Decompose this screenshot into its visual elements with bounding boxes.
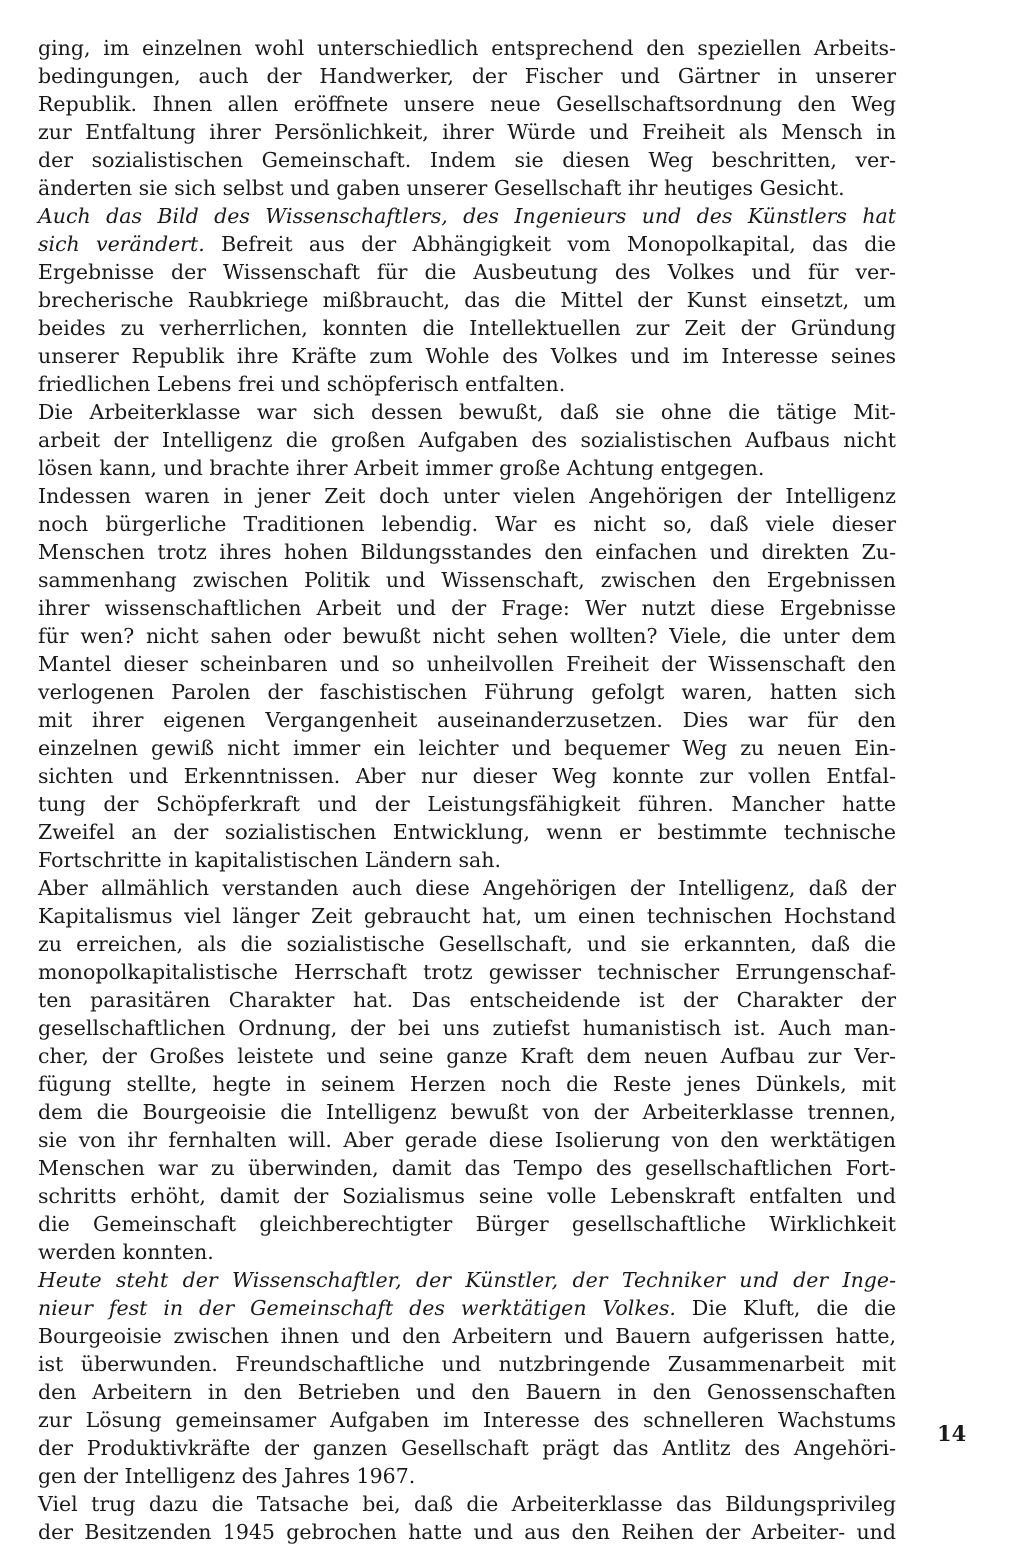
text-line xyxy=(38,1350,896,1378)
text-line xyxy=(38,426,896,454)
text-line xyxy=(38,1238,896,1266)
line-text: zur Lösung gemeinsamer Aufgaben im Interesse des schnelleren Wachstums xyxy=(38,1408,896,1432)
text-line xyxy=(38,146,896,174)
text-line xyxy=(38,1434,896,1462)
line-text: Die Arbeiterklasse war sich dessen bewußt, daß sie ohne die tätige Mit- xyxy=(38,400,896,424)
text-line xyxy=(38,230,896,258)
line-text: friedlichen Lebens frei und schöpferisch entfalten. xyxy=(38,372,566,396)
line-text: Befreit aus der Abhängigkeit vom Monopolkapital, das die xyxy=(204,232,897,256)
line-text: den Arbeitern in den Betrieben und den Bauern in den Genossenschaften xyxy=(38,1380,896,1404)
text-line xyxy=(38,1462,896,1490)
text-line xyxy=(38,1406,896,1434)
line-text: sichten und Erkenntnissen. Aber nur dieser Weg konnte zur vollen Entfal- xyxy=(38,764,896,788)
line-text: noch bürgerliche Traditionen lebendig. War es nicht so, daß viele dieser xyxy=(38,512,896,536)
line-text: Menschen war zu überwinden, damit das Tempo des gesellschaftlichen Fort- xyxy=(38,1156,896,1180)
text-line xyxy=(38,538,896,566)
text-line xyxy=(38,986,896,1014)
text-line xyxy=(38,762,896,790)
line-text: Republik. Ihnen allen eröffnete unsere neue Gesellschaftsordnung den Weg xyxy=(38,92,896,116)
line-text: Ergebnisse der Wissenschaft für die Ausbeutung des Volkes und für ver- xyxy=(38,260,896,284)
text-line xyxy=(38,1322,896,1350)
text-line xyxy=(38,454,896,482)
text-line xyxy=(38,314,896,342)
text-line xyxy=(38,34,896,62)
text-line xyxy=(38,286,896,314)
page-body-text xyxy=(38,34,896,1546)
text-line xyxy=(38,958,896,986)
text-line xyxy=(38,1070,896,1098)
line-text: zu erreichen, als die sozialistische Gesellschaft, und sie erkannten, daß die xyxy=(38,932,896,956)
text-line xyxy=(38,1490,896,1518)
text-line xyxy=(38,118,896,146)
line-text: für wen? nicht sahen oder bewußt nicht sehen wollten? Viele, die unter dem xyxy=(38,624,896,648)
text-line xyxy=(38,1518,896,1546)
line-text: Menschen trotz ihres hohen Bildungsstandes den einfachen und direkten Zu- xyxy=(38,540,896,564)
italic-lead-in: nieur fest in der Gemeinschaft des werktätigen Volkes. xyxy=(38,1296,676,1320)
line-text: schritts erhöht, damit der Sozialismus seine volle Lebenskraft entfalten und xyxy=(38,1184,896,1208)
text-line xyxy=(38,1378,896,1406)
text-line xyxy=(38,902,896,930)
line-text: sammenhang zwischen Politik und Wissenschaft, zwischen den Ergebnissen xyxy=(38,568,896,592)
line-text: werden konnten. xyxy=(38,1240,214,1264)
text-line xyxy=(38,650,896,678)
text-line xyxy=(38,1126,896,1154)
line-text: der sozialistischen Gemeinschaft. Indem sie diesen Weg beschritten, ver- xyxy=(38,148,896,172)
text-line xyxy=(38,1294,896,1322)
text-line xyxy=(38,594,896,622)
line-text: mit ihrer eigenen Vergangenheit auseinanderzusetzen. Dies war für den xyxy=(38,708,896,732)
line-text: zur Entfaltung ihrer Persönlichkeit, ihrer Würde und Freiheit als Mensch in xyxy=(38,120,896,144)
text-line xyxy=(38,90,896,118)
line-text: sie von ihr fernhalten will. Aber gerade diese Isolierung von den werktätigen xyxy=(38,1128,896,1152)
text-line xyxy=(38,1182,896,1210)
line-text: änderten sie sich selbst und gaben unserer Gesellschaft ihr heutiges Gesicht. xyxy=(38,176,845,200)
text-line xyxy=(38,1154,896,1182)
line-text: gesellschaftlichen Ordnung, der bei uns zutiefst humanistisch ist. Auch man- xyxy=(38,1016,896,1040)
text-line xyxy=(38,342,896,370)
line-text: brecherische Raubkriege mißbraucht, das die Mittel der Kunst einsetzt, um xyxy=(38,288,896,312)
line-text: der Produktivkräfte der ganzen Gesellschaft prägt das Antlitz des Angehöri- xyxy=(38,1436,896,1460)
text-line xyxy=(38,510,896,538)
text-line xyxy=(38,482,896,510)
text-line xyxy=(38,790,896,818)
text-line xyxy=(38,398,896,426)
text-line xyxy=(38,1014,896,1042)
text-line xyxy=(38,846,896,874)
line-text: Mantel dieser scheinbaren und so unheilvollen Freiheit der Wissenschaft den xyxy=(38,652,896,676)
text-line xyxy=(38,1210,896,1238)
text-line xyxy=(38,622,896,650)
line-text: Fortschritte in kapitalistischen Ländern sah. xyxy=(38,848,501,872)
text-line xyxy=(38,258,896,286)
text-line xyxy=(38,1098,896,1126)
line-text: ging, im einzelnen wohl unterschiedlich entsprechend den speziellen Arbeits- xyxy=(38,36,896,60)
page-number: 14 xyxy=(937,1421,967,1446)
italic-lead-in: Heute steht der Wissenschaftler, der Künstler, der Techniker und der Inge- xyxy=(38,1268,896,1292)
line-text: fügung stellte, hegte in seinem Herzen noch die Reste jenes Dünkels, mit xyxy=(38,1072,896,1096)
line-text: unserer Republik ihre Kräfte zum Wohle des Volkes und im Interesse seines xyxy=(38,344,896,368)
line-text: bedingungen, auch der Handwerker, der Fischer und Gärtner in unserer xyxy=(38,64,896,88)
text-line xyxy=(38,874,896,902)
line-text: verlogenen Parolen der faschistischen Führung gefolgt waren, hatten sich xyxy=(38,680,896,704)
line-text: arbeit der Intelligenz die großen Aufgaben des sozialistischen Aufbaus nicht xyxy=(38,428,896,452)
line-text: ist überwunden. Freundschaftliche und nutzbringende Zusammenarbeit mit xyxy=(38,1352,896,1376)
line-text: lösen kann, und brachte ihrer Arbeit immer große Achtung entgegen. xyxy=(38,456,765,480)
text-line xyxy=(38,370,896,398)
text-line xyxy=(38,174,896,202)
text-line xyxy=(38,818,896,846)
line-text: monopolkapitalistische Herrschaft trotz gewisser technischer Errungenschaf- xyxy=(38,960,896,984)
line-text: gen der Intelligenz des Jahres 1967. xyxy=(38,1464,416,1488)
line-text: cher, der Großes leistete und seine ganze Kraft dem neuen Aufbau zur Ver- xyxy=(38,1044,896,1068)
line-text: Die Kluft, die die xyxy=(675,1296,896,1320)
line-text: einzelnen gewiß nicht immer ein leichter und bequemer Weg zu neuen Ein- xyxy=(38,736,896,760)
line-text: ten parasitären Charakter hat. Das entscheidende ist der Charakter der xyxy=(38,988,896,1012)
line-text: Zweifel an der sozialistischen Entwicklung, wenn er bestimmte technische xyxy=(38,820,896,844)
text-line xyxy=(38,706,896,734)
text-line xyxy=(38,202,896,230)
line-text: die Gemeinschaft gleichberechtigter Bürger gesellschaftliche Wirklichkeit xyxy=(38,1212,896,1236)
text-line xyxy=(38,62,896,90)
text-line xyxy=(38,734,896,762)
line-text: Aber allmählich verstanden auch diese Angehörigen der Intelligenz, daß der xyxy=(38,876,896,900)
text-line xyxy=(38,566,896,594)
text-line xyxy=(38,678,896,706)
line-text: Indessen waren in jener Zeit doch unter vielen Angehörigen der Intelligenz xyxy=(38,484,896,508)
italic-lead-in: sich verändert. xyxy=(38,232,205,256)
line-text: Viel trug dazu die Tatsache bei, daß die Arbeiterklasse das Bildungsprivileg xyxy=(38,1492,896,1516)
line-text: beides zu verherrlichen, konnten die Intellektuellen zur Zeit der Gründung xyxy=(38,316,896,340)
line-text: ihrer wissenschaftlichen Arbeit und der Frage: Wer nutzt diese Ergebnisse xyxy=(38,596,896,620)
line-text: dem die Bourgeoisie die Intelligenz bewußt von der Arbeiterklasse trennen, xyxy=(38,1100,896,1124)
line-text: Bourgeoisie zwischen ihnen und den Arbeitern und Bauern aufgerissen hatte, xyxy=(38,1324,896,1348)
text-line xyxy=(38,1266,896,1294)
text-line xyxy=(38,1042,896,1070)
text-line xyxy=(38,930,896,958)
italic-lead-in: Auch das Bild des Wissenschaftlers, des Ingenieurs und des Künstlers hat xyxy=(38,204,896,228)
line-text: Kapitalismus viel länger Zeit gebraucht hat, um einen technischen Hochstand xyxy=(38,904,896,928)
line-text: tung der Schöpferkraft und der Leistungsfähigkeit führen. Mancher hatte xyxy=(38,792,896,816)
line-text: der Besitzenden 1945 gebrochen hatte und aus den Reihen der Arbeiter- und xyxy=(38,1520,896,1544)
